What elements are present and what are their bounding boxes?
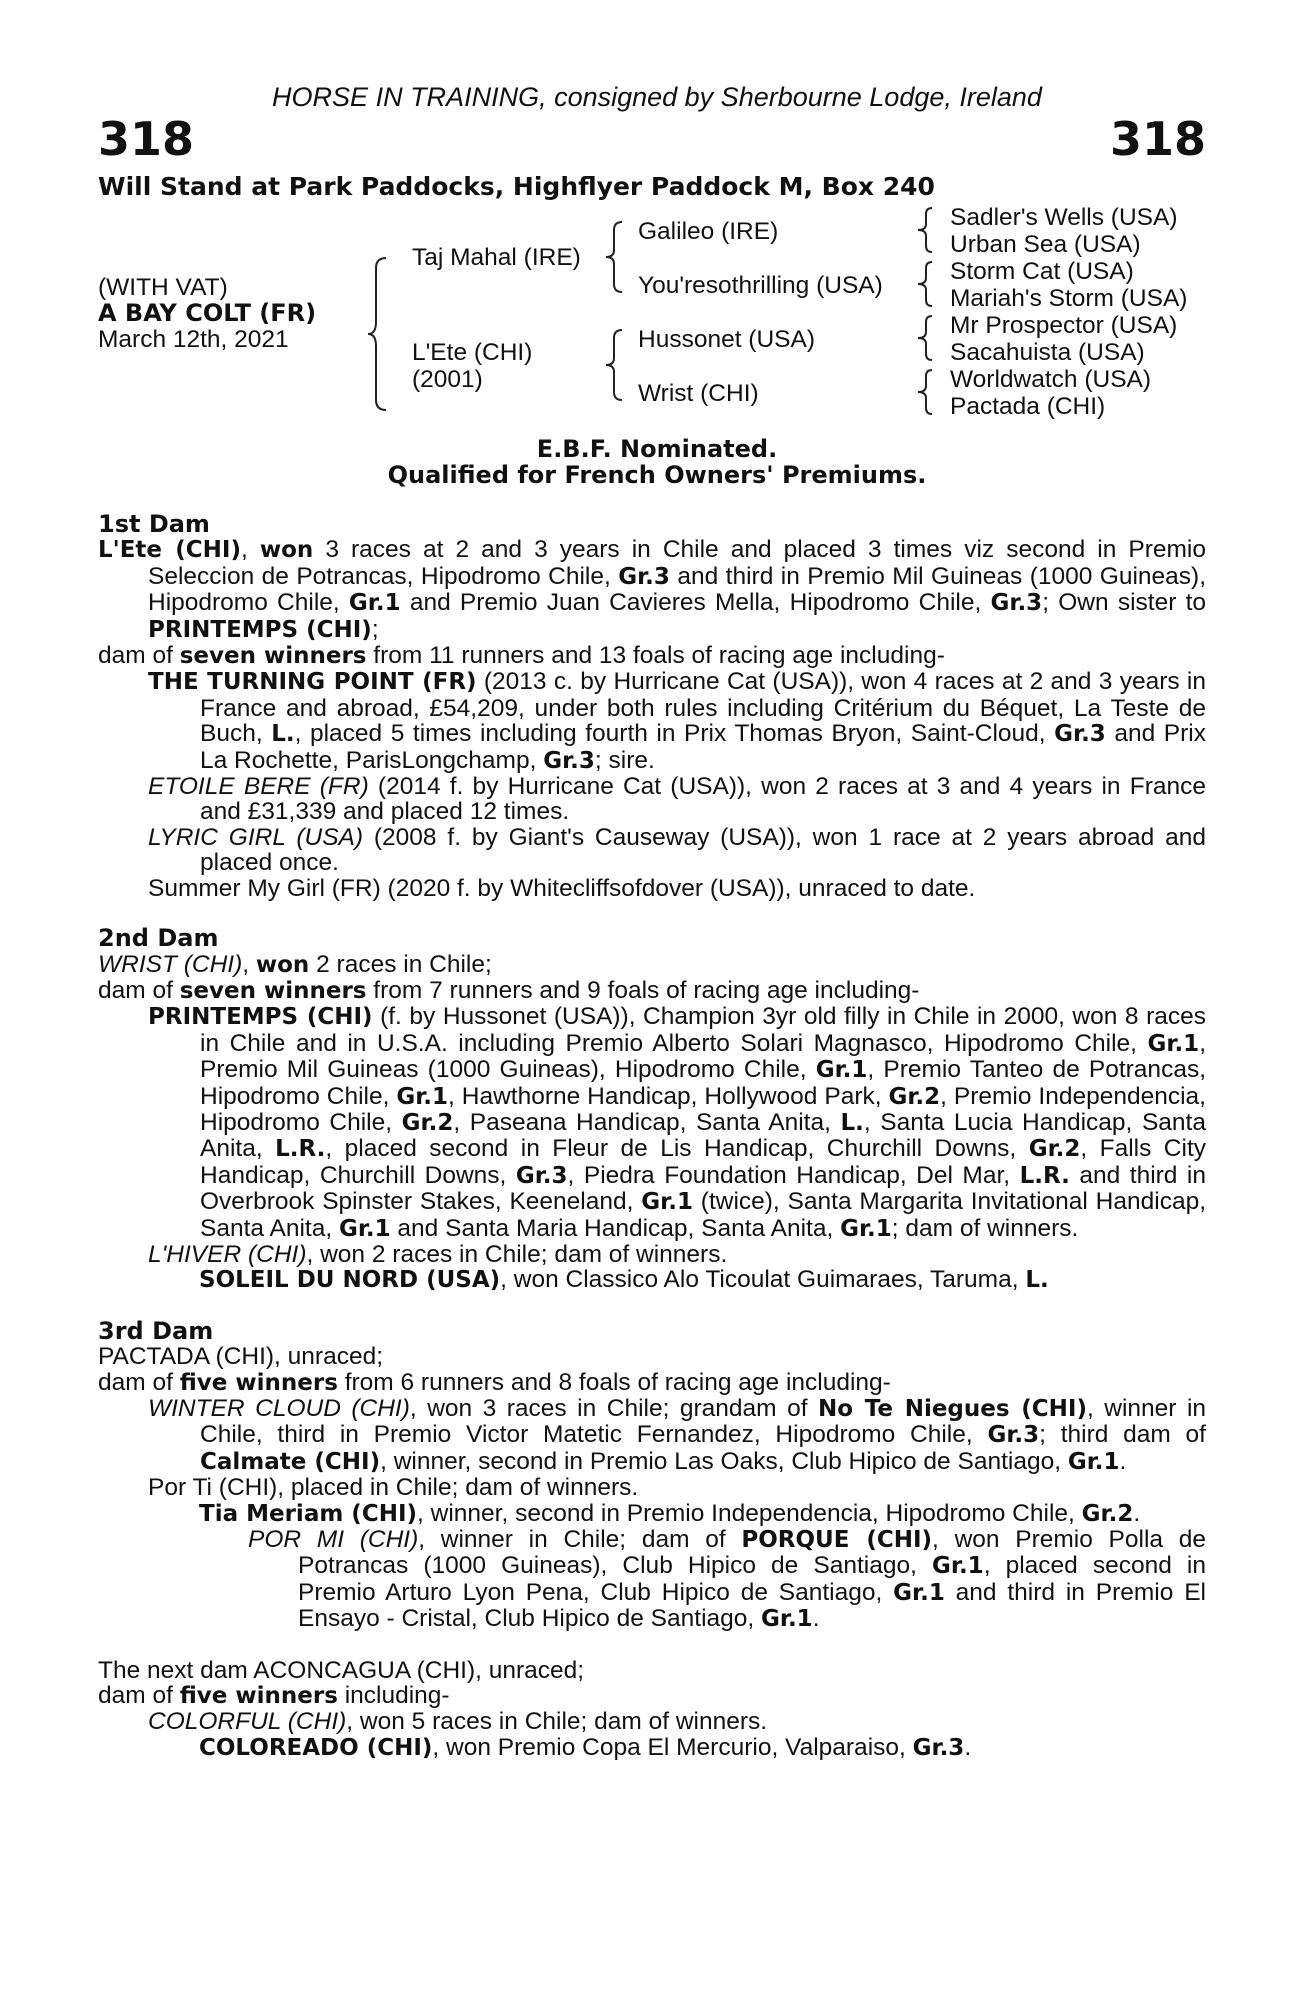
pedigree-brace-g1 — [916, 206, 936, 254]
third-dam-grandproduce-1: Tia Meriam (CHI), winner, second in Premio Independencia, Hipodromo Chile, Gr.2. — [199, 1499, 1141, 1527]
pedigree-gen3-6: Sacahuista (USA) — [950, 339, 1145, 366]
second-dam-grandproduce-1: SOLEIL DU NORD (USA), won Classico Alo Ticoulat Guimaraes, Taruma, L. — [199, 1266, 1049, 1294]
catalogue-header: HORSE IN TRAINING, consigned by Sherbourne Lodge, Ireland — [272, 82, 1042, 112]
third-dam-produce-1: WINTER CLOUD (CHI), won 3 races in Chile; grandam of No Te Niegues (CHI), winner in Chile, third in Premio Victor Matetic Fernandez, Hipodromo Chile, Gr.3; third dam of Calmate (CHI), winner, second in Premio Las Oaks, Club Hipico de Santiago, Gr.1. — [148, 1395, 1207, 1475]
second-dam-produce-2: L'HIVER (CHI), won 2 races in Chile; dam of winners. — [148, 1240, 728, 1268]
third-dam-produce-2: Por Ti (CHI), placed in Chile; dam of winners. — [148, 1474, 639, 1502]
pedigree-gen3-2: Urban Sea (USA) — [950, 231, 1141, 258]
horse-name: A BAY COLT (FR) — [98, 299, 317, 327]
ebf-note: E.B.F. Nominated. — [536, 435, 778, 463]
third-dam-produce-summary: dam of five winners from 6 runners and 8 foals of racing age including- — [98, 1368, 891, 1396]
pedigree-brace-g4 — [916, 368, 936, 416]
next-dam-produce-summary: dam of five winners including- — [98, 1682, 450, 1710]
third-dam-heading: 3rd Dam — [98, 1316, 214, 1345]
first-dam-record: L'Ete (CHI), won 3 races at 2 and 3 years in Chile and placed 3 times viz second in Premio Seleccion de Potrancas, Hipodromo Chile, Gr.3 and third in Premio Mil Guineas (1000 Guineas), Hipodromo Chile, Gr.1 and Premio Juan Cavieres Mella, Hipodromo Chile, Gr.3; Own sister to PRINTEMPS (CHI); — [98, 536, 1207, 643]
pedigree-dam-sire: Hussonet (USA) — [638, 326, 816, 353]
pedigree-gen3-7: Worldwatch (USA) — [950, 366, 1152, 393]
stand-location: Will Stand at Park Paddocks, Highflyer Paddock M, Box 240 — [98, 172, 935, 201]
pedigree-gen3-4: Mariah's Storm (USA) — [950, 285, 1188, 312]
second-dam-record: WRIST (CHI), won 2 races in Chile; — [98, 950, 492, 978]
pedigree-gen3-8: Pactada (CHI) — [950, 393, 1106, 420]
pedigree-sire-sire: Galileo (IRE) — [638, 218, 779, 245]
first-dam-produce-1: THE TURNING POINT (FR) (2013 c. by Hurricane Cat (USA)), won 4 races at 2 and 3 years in France and abroad, £54,209, under both rules including Critérium du Béquet, La Teste de Buch, L., placed 5 times including fourth in Prix Thomas Bryon, Saint-Cloud, Gr.3 and Prix La Rochette, ParisLongchamp, Gr.3; sire. — [148, 668, 1206, 774]
pedigree-gen3-5: Mr Prospector (USA) — [950, 312, 1178, 339]
pedigree-gen3-3: Storm Cat (USA) — [950, 258, 1134, 285]
first-dam-heading: 1st Dam — [98, 510, 210, 538]
foaling-date: March 12th, 2021 — [98, 326, 289, 353]
first-dam-section — [98, 512, 1206, 1761]
second-dam-produce-1: PRINTEMPS (CHI) (f. by Hussonet (USA)), Champion 3yr old filly in Chile in 2000, won 8 races in Chile and in U.S.A. including Premio Alberto Solari Magnasco, Hipodromo Chile, Gr.1, Premio Mil Guineas (1000 Guineas), Hipodromo Chile, Gr.1, Premio Tanteo de Potrancas, Hipodromo Chile, Gr.1, Hawthorne Handicap, Hollywood Park, Gr.2, Premio Independencia, Hipodromo Chile, Gr.2, Paseana Handicap, Santa Anita, L., Santa Lucia Handicap, Santa Anita, L.R., placed second in Fleur de Lis Handicap, Churchill Downs, Gr.2, Falls City Handicap, Churchill Downs, Gr.3, Piedra Foundation Handicap, Del Mar, L.R. and third in Overbrook Spinster Stakes, Keeneland, Gr.1 (twice), Santa Margarita Invitational Handicap, Santa Anita, Gr.1 and Santa Maria Handicap, Santa Anita, Gr.1; dam of winners. — [148, 1003, 1207, 1242]
pedigree-sire-dam: You'resothrilling (USA) — [638, 272, 883, 299]
pedigree-dam: L'Ete (CHI) — [412, 339, 533, 366]
pedigree-dam-year: (2001) — [412, 366, 483, 393]
pedigree-brace-sire — [604, 220, 626, 294]
pedigree-brace-g3 — [916, 314, 936, 362]
vat-note: (WITH VAT) — [98, 274, 228, 301]
lot-number-right: 318 — [1109, 112, 1206, 166]
pedigree-brace-main — [366, 256, 392, 412]
first-dam-produce-summary: dam of seven winners from 11 runners and 13 foals of racing age including- — [98, 642, 945, 670]
pedigree-gen3-1: Sadler's Wells (USA) — [950, 204, 1178, 231]
pedigree-brace-g2 — [916, 260, 936, 308]
second-dam-heading: 2nd Dam — [98, 924, 219, 953]
second-dam-produce-summary: dam of seven winners from 7 runners and 9 foals of racing age including- — [98, 976, 920, 1004]
next-dam-record: The next dam ACONCAGUA (CHI), unraced; — [98, 1656, 585, 1684]
third-dam-record: PACTADA (CHI), unraced; — [98, 1343, 384, 1371]
french-premiums-note: Qualified for French Owners' Premiums. — [387, 461, 927, 489]
next-dam-produce-1: COLORFUL (CHI), won 5 races in Chile; dam of winners. — [148, 1708, 768, 1736]
pedigree-sire: Taj Mahal (IRE) — [412, 244, 581, 271]
pedigree-brace-dam — [604, 328, 626, 402]
next-dam-grandproduce-1: COLOREADO (CHI), won Premio Copa El Mercurio, Valparaiso, Gr.3. — [199, 1733, 972, 1761]
pedigree-dam-dam: Wrist (CHI) — [638, 380, 759, 407]
third-dam-grandproduce-2: POR MI (CHI), winner in Chile; dam of PORQUE (CHI), won Premio Polla de Potrancas (1000 Guineas), Club Hipico de Santiago, Gr.1, placed second in Premio Arturo Lyon Pena, Club Hipico de Santiago, Gr.1 and third in Premio El Ensayo - Cristal, Club Hipico de Santiago, Gr.1. — [248, 1526, 1206, 1633]
first-dam-produce-2: ETOILE BERE (FR) (2014 f. by Hurricane Cat (USA)), won 2 races at 3 and 4 years in France and £31,339 and placed 12 times. — [148, 773, 1206, 826]
first-dam-produce-4: Summer My Girl (FR) (2020 f. by Whitecliffsofdover (USA)), unraced to date. — [148, 874, 976, 902]
lot-number-left: 318 — [98, 112, 195, 166]
first-dam-produce-3: LYRIC GIRL (USA) (2008 f. by Giant's Causeway (USA)), won 1 race at 2 years abroad and placed once. — [148, 823, 1206, 877]
